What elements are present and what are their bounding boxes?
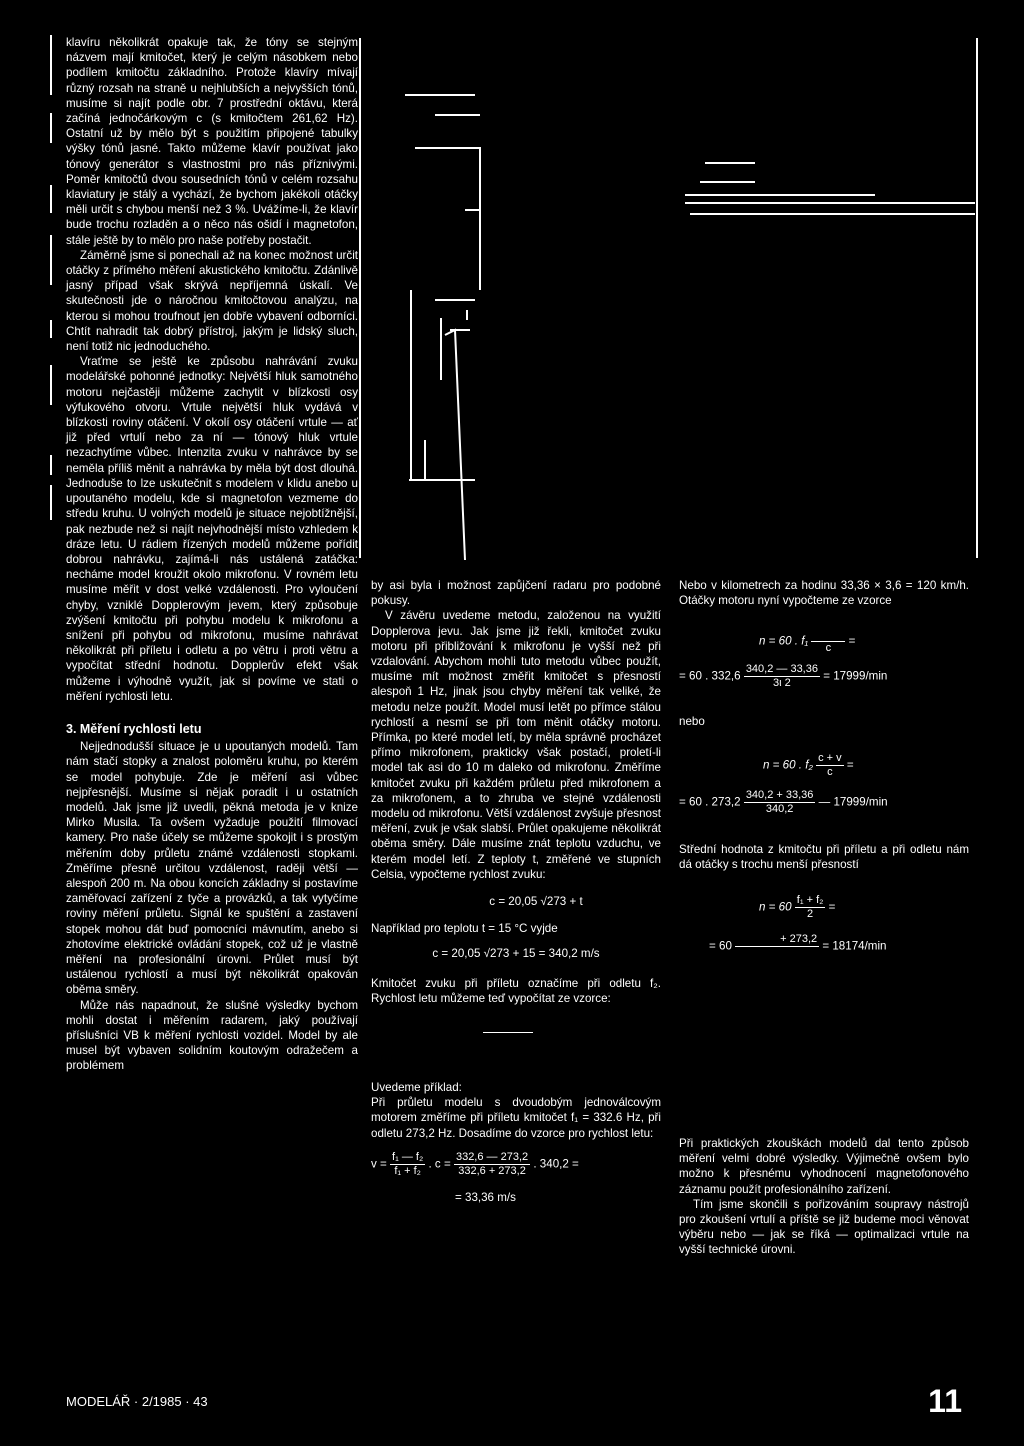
paragraph: Například pro teplotu t = 15 °C vyjde — [371, 922, 558, 936]
fraction: + 273,2 — [735, 933, 819, 960]
fraction: $\frac{\text{f₁ — f₂}}{\text{f₁ + f₂}}$ — [392, 1150, 424, 1177]
column-middle — [371, 578, 661, 1205]
formula-sound-speed: c = 20,05 √273 + t — [489, 895, 583, 909]
fraction: $\frac{340,2 + 33,36}{340,2}$ — [745, 788, 814, 815]
paragraph: Nejjednodušší situace je u upoutaných modelů. Tam nám stačí stopky a znalost poloměru kruhu, po kterém se model pohybuje. Zde je měření asi vůbec nejpřesnější. Musíme si nějak poradit i u ostatních modelů. Jak jsme již uvedli, pěkná metoda je v knize Mirko Musila. Ta ovšem vyžaduje použití filmovací kamery. Pro naše účely se můžeme spokojit i s prostým měřením doby průletu známé vzdálenosti stopkami. Změříme přesně určitou vzdálenost, raději větší — alespoň 200 m. Na obou koncích základny si postavíme zaměřovací zařízení z tyče a provázků, a tak vytyčíme roviny měření průletu. Signál ke spuštění a zastavení stopek mohou dát buď pomocníci mávnutím, anebo si zhotovíme elektrické ovládání stopek, což už je vlastně měření na profesionální úrovni. Průlet musí být ustálenou rychlostí a musí být několikrát opakován oběma směry. — [66, 740, 358, 997]
paragraph: Kmitočet zvuku při příletu označíme při odletu f₂. Rychlost letu můžeme teď vypočítat ze vzorce: — [371, 976, 661, 1005]
paragraph: Vraťme se ještě ke způsobu nahrávání zvuku modelářské pohonné jednotky: Největší hluk samotného motoru nejčastěji můžeme zachytit v blízkosti osy výfukového otvoru. Vrtule největší hluk vydává v blízkosti roviny otáčení. V okolí osy otáčení vrtule — ať již před vrtulí nebo za ní — tónový hluk vrtule nezachytíme vůbec. Intenzita zvuku v nahrávce by se neměla příliš měnit a nahrávka by měla být dost dlouhá. Jednoduše to lze uskutečnit s modelem v klidu anebo u upoutaného modelu, kde si magnetofon vezmeme do středu kruhu. U volných modelů je situace nejobtížnější, pak nezbude než si najít nejvhodnější místo vzhledem k dráze letu. U rádiem řízených modelů můžeme pořídit dobrou nahrávku, zajímá-li nás ustálená zatáčka: necháme model kroužit okolo mikrofonu. V rovném letu musíme měřit v dost velké vzdálenosti. Pro vyloučení chyby, vzniklé Dopplerovým jevem, který způsobuje zvýšení kmitočtu při pohybu modelu k mikrofonu a snížení při pohybu od mikrofonu, musíme nahrávat několikrát při příletu i odletu a po větru i proti větru a vypočítat střední hodnotu. Dopplerův efekt však můžeme i výhodně využít, jak si povíme ve stati o měření rychlosti letu. — [66, 355, 358, 703]
formula-part: . 340,2 = — [533, 1157, 579, 1171]
col1-right-bar — [359, 38, 361, 558]
word-nebo: nebo — [679, 715, 705, 729]
formula-part: v = — [371, 1157, 387, 1171]
fraction: $\frac{340,2 — 33,36}{3\iota 2}$ — [745, 663, 818, 690]
formula-rpm-3b: = 60 + 273,2 = 18174/min — [709, 933, 969, 960]
formula-velocity — [371, 1151, 661, 1178]
paragraph: Záměrně jsme si ponechali až na konec možnost určit otáčky z přímého měření akustického kmitočtu. Zdánlivě jasný případ však skrývá nepříjemná úskalí. Ve skutečnosti jde o náročnou kmitočtovou analýzu, na kterou si mohou troufnout jen dobře vybavení odborníci. Chtít nahradit tak dobrý přístroj, jakým je lidský sluch, není totiž nic jednoduchého. — [66, 248, 358, 354]
formula-part: . c = — [428, 1157, 451, 1171]
paragraph: Při praktických zkouškách modelů dal tento způsob měření velmi dobré výsledky. Výjimečně ovšem bylo možno k přesnému vyhodnocení magnetofonového záznamu použít profesionálního zařízení. — [679, 1137, 969, 1196]
paragraph: Při průletu modelu s dvoudobým jednoválcovým motorem změříme při příletu kmitočet f₁ = 332.6 Hz, při odletu 273,2 Hz. Dosadíme do vzorce pro rychlost letu: — [371, 1096, 661, 1140]
formula-sound-speed-example: c = 20,05 √273 + 15 = 340,2 m/s — [432, 947, 600, 961]
formula-rpm-1: n = 60 . f₁ c = — [759, 628, 969, 655]
formula-rpm-3: n = 60 $\frac{\text{f₁ + f₂}}{2}$ = — [759, 894, 836, 921]
fraction: c — [811, 628, 845, 655]
paragraph: Uvedeme příklad: — [371, 1081, 462, 1095]
column-right — [679, 578, 969, 1258]
section-heading: 3. Měření rychlosti letu — [66, 721, 202, 736]
paragraph: Tím jsme skončili s pořizováním soupravy nástrojů pro zkoušení vrtulí a příště se již budeme moci věnovat výběru nebo — jak se říká — optimalizaci vrtule na vyšší technické úrovni. — [679, 1197, 969, 1257]
right-edge-bar — [976, 38, 978, 558]
magazine-footer: MODELÁŘ · 2/1985 · 43 — [66, 1394, 208, 1409]
piano-diagram — [395, 60, 975, 580]
column-left — [66, 35, 358, 1074]
formula-rpm-1b: = 60 . 332,6 $\frac{340,2 — 33,36}{3\iota 2}$ = 17999/min — [679, 663, 888, 690]
formula-velocity-result: = 33,36 m/s — [455, 1190, 516, 1204]
paragraph: V závěru uvedeme metodu, založenou na využití Dopplerova jevu. Jak jsme již řekli, kmitočet zvuku motoru při přibližování k mikrofonu je vyšší než při vzdalování. Abychom mohli tuto metodu vůbec použít, musíme mít možnost změřit kmitočet s přesností alespoň 1 Hz, jinak jsou chyby měření tak veliké, že metodu nelze použít. Model musí letět po přímce stálou rychlostí a nesmí se při tom měnit otáčky motoru. Přímka, po které model letí, by měla správně procházet přímo mikrofonem, prakticky však postačí, proletí-li model tak asi do 10 m daleko od mikrofonu. Změříme kmitočet zvuku při každém průletu před mikrofonem a za mikrofonem, a to zhruba ve stejné vzdálenosti modelu od mikrofonu. Větší vzdálenost zvyšuje přesnost měření, zvuk je však slabší. Průlet opakujeme několikrát oběma směry. Dále musíme znát teplotu vzduchu, ve kterém model letí. Z teploty t, změřené ve stupních Celsia, vypočteme rychlost zvuku: — [371, 609, 661, 881]
fraction: $\frac{c + v}{c}$ — [818, 751, 842, 778]
page-number: 11 — [928, 1383, 962, 1419]
formula-rpm-2b: = 60 . 273,2 $\frac{340,2 + 33,36}{340,2}$ — 17999/min — [679, 788, 888, 815]
fraction: $\frac{332,6 — 273,2}{332,6 + 273,2}$ — [455, 1150, 529, 1177]
paragraph: Nebo v kilometrech za hodinu 33,36 × 3,6 = 120 km/h. Otáčky motoru nyní vypočteme ze vzorce — [679, 579, 969, 608]
formula-rpm-2: n = 60 . f₂ $\frac{c + v}{c}$ = — [763, 751, 854, 778]
paragraph: by asi byla i možnost zapůjčení radaru pro podobné pokusy. — [371, 579, 661, 608]
fraction: $\frac{\text{f₁ + f₂}}{2}$ — [796, 894, 824, 921]
formula-placeholder — [371, 1032, 661, 1080]
paragraph: klavíru několikrát opakuje tak, že tóny se stejným názvem mají kmitočet, který je celým násobkem nebo podílem kmitočtu základního. Protože klavíry mívají různý rozsah na straně u nejhlubších a nejvyšších tónů, musíme si najít podle obr. 7 prostřední oktávu, která začíná jednočárkovým c (s kmitočtem 261,62 Hz). Ostatní už by mělo být s použitím připojené tabulky výšky tónů jasné. Takto můžeme klavír používat jako tónový generátor s vlastnostmi pro nás příznivými. Poměr kmitočtů dvou sousedních tónů v celém rozsahu klaviatury je stálý a vychází, že bychom jakékoli otáčky měli určit s chybou menší než 3 %. Uvážíme-li, že klavír bude trochu rozladěn a o něco nás ošidí i magnetofon, stále ještě by to mělo pro naše potřeby postačit. — [66, 36, 358, 247]
paragraph: Střední hodnota z kmitočtu při příletu a při odletu nám dá otáčky s trochu menší přesností — [679, 842, 969, 871]
paragraph: Může nás napadnout, že slušné výsledky bychom mohli dostat i měřením radarem, jaký používají příslušníci VB k měření rychlosti vozidel. Model by ale musel být vybaven solidním koutovým odražečem a problémem — [66, 998, 358, 1073]
